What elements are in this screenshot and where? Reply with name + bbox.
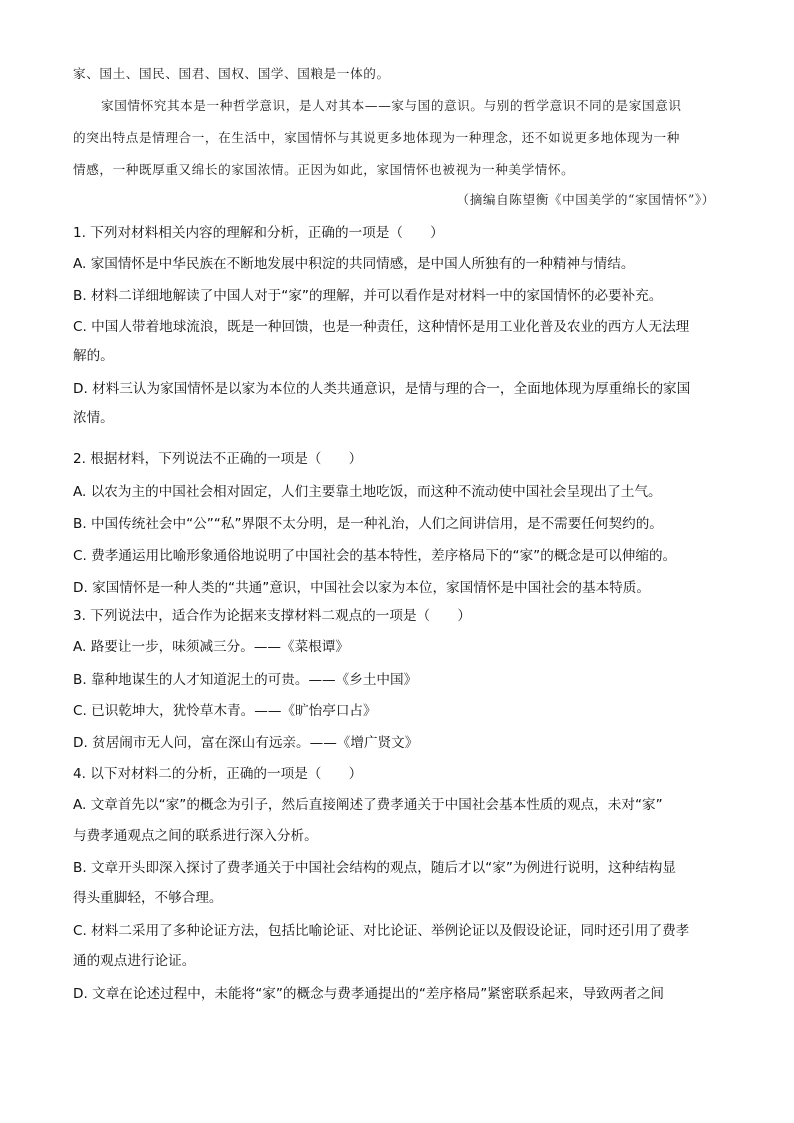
question-4-option-b: B. 文章开头即深入探讨了费孝通关于中国社会结构的观点，随后才以“家”为例进行说明，这种结构显 xyxy=(73,860,676,876)
question-3-stem: 3. 下列说法中，适合作为论据来支撑材料二观点的一项是（ ） xyxy=(73,608,471,624)
question-2-option-a: A. 以农为主的中国社会相对固定，人们主要靠土地吃饭，而这种不流动使中国社会呈现出了土气。 xyxy=(73,484,662,500)
question-4-option-c: C. 材料二采用了多种论证方法，包括比喻论证、对比论证、举例论证以及假设论证，同时还引用了费孝 xyxy=(73,923,690,939)
question-3-option-c: C. 已识乾坤大，犹怜草木青。——《旷怡亭口占》 xyxy=(73,703,377,719)
question-1-option-a: A. 家国情怀是中华民族在不断地发展中积淀的共同情感，是中国人所独有的一种精神与情结。 xyxy=(73,256,635,272)
question-3-option-d: D. 贫居闹市无人问，富在深山有远亲。——《增广贤文》 xyxy=(73,735,419,751)
question-4-option-d: D. 文章在论述过程中，未能将“家”的概念与费孝通提出的“差序格局”紧密联系起来，导致两者之间 xyxy=(73,986,665,1002)
question-1-option-d: D. 材料三认为家国情怀是以家为本位的人类共通意识，是情与理的合一，全面地体现为厚重绵长的家国 xyxy=(73,381,691,397)
passage-line: 家国情怀究其本是一种哲学意识，是人对其本——家与国的意识。与别的哲学意识不同的是家国意识 xyxy=(101,98,682,113)
passage-line: 的突出特点是情理合一，在生活中，家国情怀与其说更多地体现为一种理念，还不如说更多地体现为一种 xyxy=(73,130,680,145)
question-1-option-c: C. 中国人带着地球流浪，既是一种回馈，也是一种责任，这种情怀是用工业化普及农业的西方人无法理 xyxy=(73,319,690,335)
passage-line: 情感，一种既厚重又绵长的家国浓情。正因为如此，家国情怀也被视为一种美学情怀。 xyxy=(73,162,575,177)
question-2-option-c: C. 费孝通运用比喻形象通俗地说明了中国社会的基本特性，差序格局下的“家”的概念是可以伸缩的。 xyxy=(73,548,677,564)
passage-line: 家、国土、国民、国君、国权、国学、国粮是一体的。 xyxy=(73,66,390,81)
question-1-stem: 1. 下列对材料相关内容的理解和分析，正确的一项是（ ） xyxy=(73,225,444,241)
question-1-option-c-cont: 解的。 xyxy=(73,348,114,364)
question-3-option-a: A. 路要让一步，味须减三分。——《菜根谭》 xyxy=(73,639,349,655)
question-4-option-a: A. 文章首先以“家”的概念为引子，然后直接阐述了费孝通关于中国社会基本性质的观点，未对“家” xyxy=(73,797,663,813)
question-4-option-a-cont: 与费孝通观点之间的联系进行深入分析。 xyxy=(73,828,318,844)
question-2-option-b: B. 中国传统社会中“公”“私”界限不太分明，是一种礼治，人们之间讲信用，是不需要任何契约的。 xyxy=(73,516,663,532)
question-1-option-d-cont: 浓情。 xyxy=(73,410,114,426)
question-1-option-b: B. 材料二详细地解读了中国人对于“家”的理解，并可以看作是对材料一中的家国情怀的必要补充。 xyxy=(73,288,663,304)
question-4-option-b-cont: 得头重脚轻，不够合理。 xyxy=(73,890,223,906)
question-2-stem: 2. 根据材料，下列说法不正确的一项是（ ） xyxy=(73,451,363,467)
passage-source: （摘编自陈望衡《中国美学的“家国情怀”》） xyxy=(456,192,715,207)
question-4-option-c-cont: 通的观点进行论证。 xyxy=(73,953,196,969)
question-3-option-b: B. 靠种地谋生的人才知道泥土的可贵。——《乡土中国》 xyxy=(73,672,418,688)
question-2-option-d: D. 家国情怀是一种人类的“共通”意识，中国社会以家为本位，家国情怀是中国社会的基本特质。 xyxy=(73,580,650,596)
question-4-stem: 4. 以下对材料二的分析，正确的一项是（ ） xyxy=(73,766,363,782)
